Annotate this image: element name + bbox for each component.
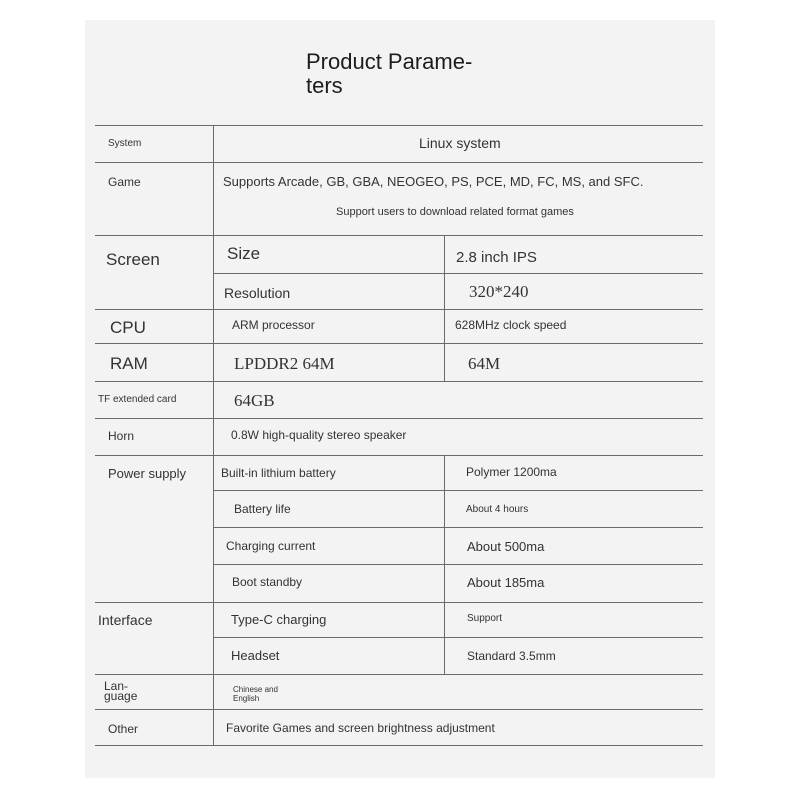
tf-card-value: 64GB: [234, 391, 275, 410]
horn-value: 0.8W high-quality stereo speaker: [231, 428, 407, 442]
language-value-line-2: English: [233, 694, 260, 703]
language-label-line-2: guage: [104, 689, 138, 703]
boot-standby-label: Boot standby: [232, 575, 303, 589]
screen-resolution-value: 320*240: [469, 282, 529, 301]
game-note: Support users to download related format games: [336, 206, 574, 218]
screen-size-value: 2.8 inch IPS: [456, 249, 537, 266]
tf-card-label: TF extended card: [98, 394, 177, 405]
screen-size-label: Size: [227, 244, 261, 263]
typec-value: Support: [467, 613, 503, 624]
ram-spec: LPDDR2 64M: [234, 354, 335, 373]
game-value: Supports Arcade, GB, GBA, NEOGEO, PS, PCE, MD, FC, MS, and SFC.: [223, 174, 644, 189]
ram-label: RAM: [110, 354, 148, 373]
system-label: System: [108, 138, 142, 149]
boot-standby-value: About 185ma: [467, 575, 545, 590]
battery-life-label: Battery life: [234, 502, 291, 516]
language-value-line-1: Chinese and: [233, 685, 278, 694]
screen-resolution-label: Resolution: [224, 285, 291, 301]
language-value: [233, 685, 278, 703]
horn-label: Horn: [108, 429, 135, 443]
other-label: Other: [108, 722, 139, 736]
language-label-line-1: Lan-: [104, 679, 129, 693]
interface-label: Interface: [98, 612, 153, 628]
battery-life-value: About 4 hours: [466, 504, 529, 515]
battery-label: Built-in lithium battery: [221, 466, 336, 480]
parameter-sheet: [85, 20, 715, 778]
page-title: [306, 50, 472, 98]
charging-current-value: About 500ma: [467, 539, 545, 554]
system-value: Linux system: [419, 135, 501, 151]
cpu-value: 628MHz clock speed: [455, 318, 567, 332]
battery-value: Polymer 1200ma: [466, 465, 557, 479]
headset-label: Headset: [231, 648, 280, 663]
title-line-2: ters: [306, 73, 343, 98]
screen-label: Screen: [106, 250, 160, 269]
headset-value: Standard 3.5mm: [467, 649, 556, 663]
title-line-1: Product Parame-: [306, 49, 473, 74]
power-supply-label: Power supply: [108, 466, 187, 481]
other-value: Favorite Games and screen brightness adjustment: [226, 721, 495, 735]
ram-value: 64M: [468, 354, 501, 373]
charging-current-label: Charging current: [226, 539, 316, 553]
game-label: Game: [108, 175, 141, 189]
language-label: [104, 681, 137, 701]
cpu-label: CPU: [110, 318, 146, 337]
typec-label: Type-C charging: [231, 612, 327, 627]
cpu-spec: ARM processor: [232, 318, 315, 332]
